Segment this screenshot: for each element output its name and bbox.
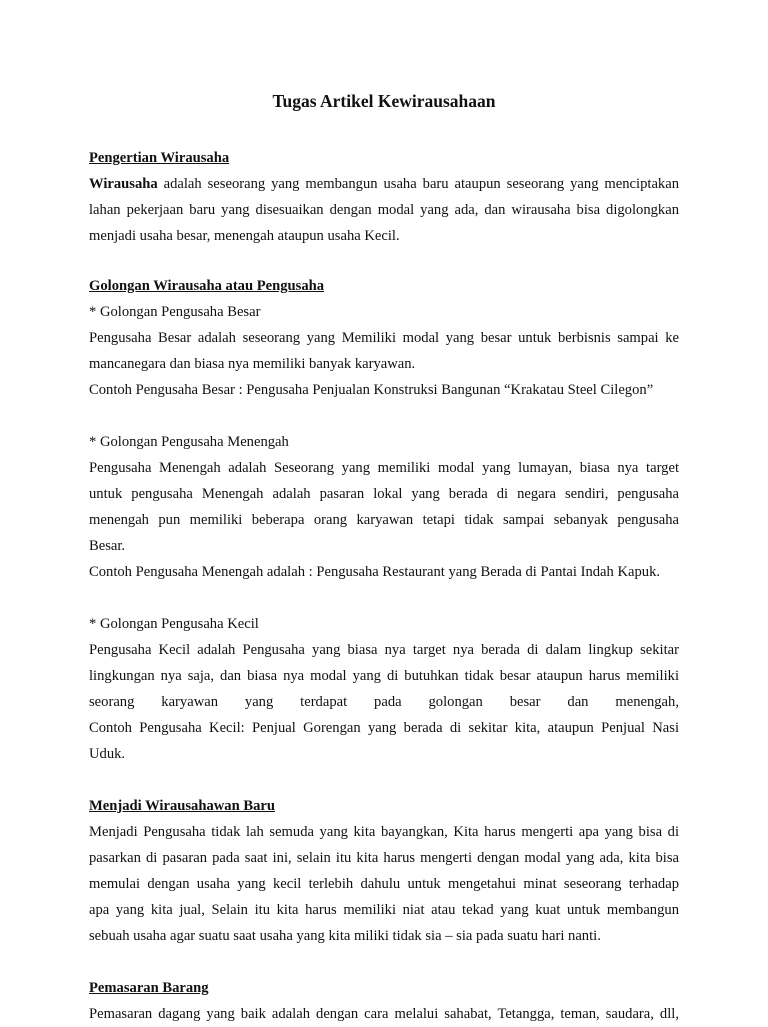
section-heading: Menjadi Wirausahawan Baru: [89, 798, 275, 814]
paragraph-line: pasarkan di pasaran pada saat ini, selain itu kita harus mengerti dengan modal yang ada, kita bisa: [89, 850, 679, 866]
section-golongan: [89, 273, 679, 403]
paragraph-line: Contoh Pengusaha Kecil: Penjual Gorengan yang berada di sekitar kita, ataupun Penjual Nasi: [89, 720, 679, 736]
paragraph-line: apa yang kita jual, Selain itu kita harus memiliki niat atau tekad yang kuat untuk membangun: [89, 902, 679, 918]
section-kecil: [89, 611, 679, 767]
bold-term: Wirausaha: [89, 176, 158, 192]
paragraph-line: lahan pekerjaan baru yang disesuaikan dengan modal yang ada, dan wirausaha bisa digolongkan: [89, 202, 679, 218]
paragraph-line: lingkungan nya saja, dan biasa nya modal yang di butuhkan tidak besar ataupun harus memiliki: [89, 668, 679, 684]
paragraph-line: Menjadi Pengusaha tidak lah semuda yang kita bayangkan, Kita harus mengerti apa yang bisa di: [89, 824, 679, 840]
paragraph-line: sebuah usaha agar suatu saat usaha yang kita miliki tidak sia – sia pada suatu hari nanti.: [89, 928, 601, 944]
section-heading: Pengertian Wirausaha: [89, 150, 230, 166]
example-line: Contoh Pengusaha Besar : Pengusaha Penjualan Konstruksi Bangunan “Krakatau Steel Cilegon”: [89, 382, 654, 398]
paragraph-line: Pengusaha Besar adalah seseorang yang Memiliki modal yang besar untuk berbisnis sampai ke: [89, 330, 679, 346]
paragraph-line: Besar.: [89, 538, 126, 554]
paragraph-line: menjadi usaha besar, menengah ataupun usaha Kecil.: [89, 228, 400, 244]
paragraph-text: adalah seseorang yang membangun usaha baru ataupun seseorang yang menciptakan: [157, 176, 679, 192]
paragraph-line: menengah pun memiliki beberapa orang karyawan tetapi tidak sampai sebanyak pengusaha: [89, 512, 679, 528]
paragraph-line: Pengusaha Menengah adalah Seseorang yang memiliki modal yang lumayan, biasa nya target: [89, 460, 679, 476]
example-line: Contoh Pengusaha Menengah adalah : Pengusaha Restaurant yang Berada di Pantai Indah Kapuk.: [89, 564, 661, 580]
bullet-heading: * Golongan Pengusaha Kecil: [89, 616, 259, 632]
section-pemasaran: [89, 975, 679, 1027]
section-wirausahawan-baru: [89, 793, 679, 949]
section-menengah: [89, 429, 679, 585]
paragraph-line: Pemasaran dagang yang baik adalah dengan cara melalui sahabat, Tetangga, teman, saudara, dll,: [89, 1006, 679, 1022]
bullet-heading: * Golongan Pengusaha Besar: [89, 304, 261, 320]
paragraph-line: memulai dengan usaha yang kecil terlebih dahulu untuk mengetahui minat seseorang terhadap: [89, 876, 679, 892]
document-title: Tugas Artikel Kewirausahaan: [272, 91, 496, 111]
section-pengertian: [89, 145, 679, 249]
section-heading: Golongan Wirausaha atau Pengusaha: [89, 278, 325, 294]
paragraph-line: mancanegara dan biasa nya memiliki banyak karyawan.: [89, 356, 416, 372]
paragraph-line: Uduk.: [89, 746, 126, 762]
section-heading: Pemasaran Barang: [89, 980, 209, 996]
paragraph-line: [89, 171, 679, 197]
bullet-heading: * Golongan Pengusaha Menengah: [89, 434, 289, 450]
paragraph-line: seorang karyawan yang terdapat pada golongan besar dan menengah,: [89, 694, 679, 710]
paragraph-line: untuk pengusaha Menengah adalah pasaran lokal yang berada di negara sendiri, pengusaha: [89, 486, 679, 502]
paragraph-line: Pengusaha Kecil adalah Pengusaha yang biasa nya target nya berada di dalam lingkup sekitar: [89, 642, 679, 658]
